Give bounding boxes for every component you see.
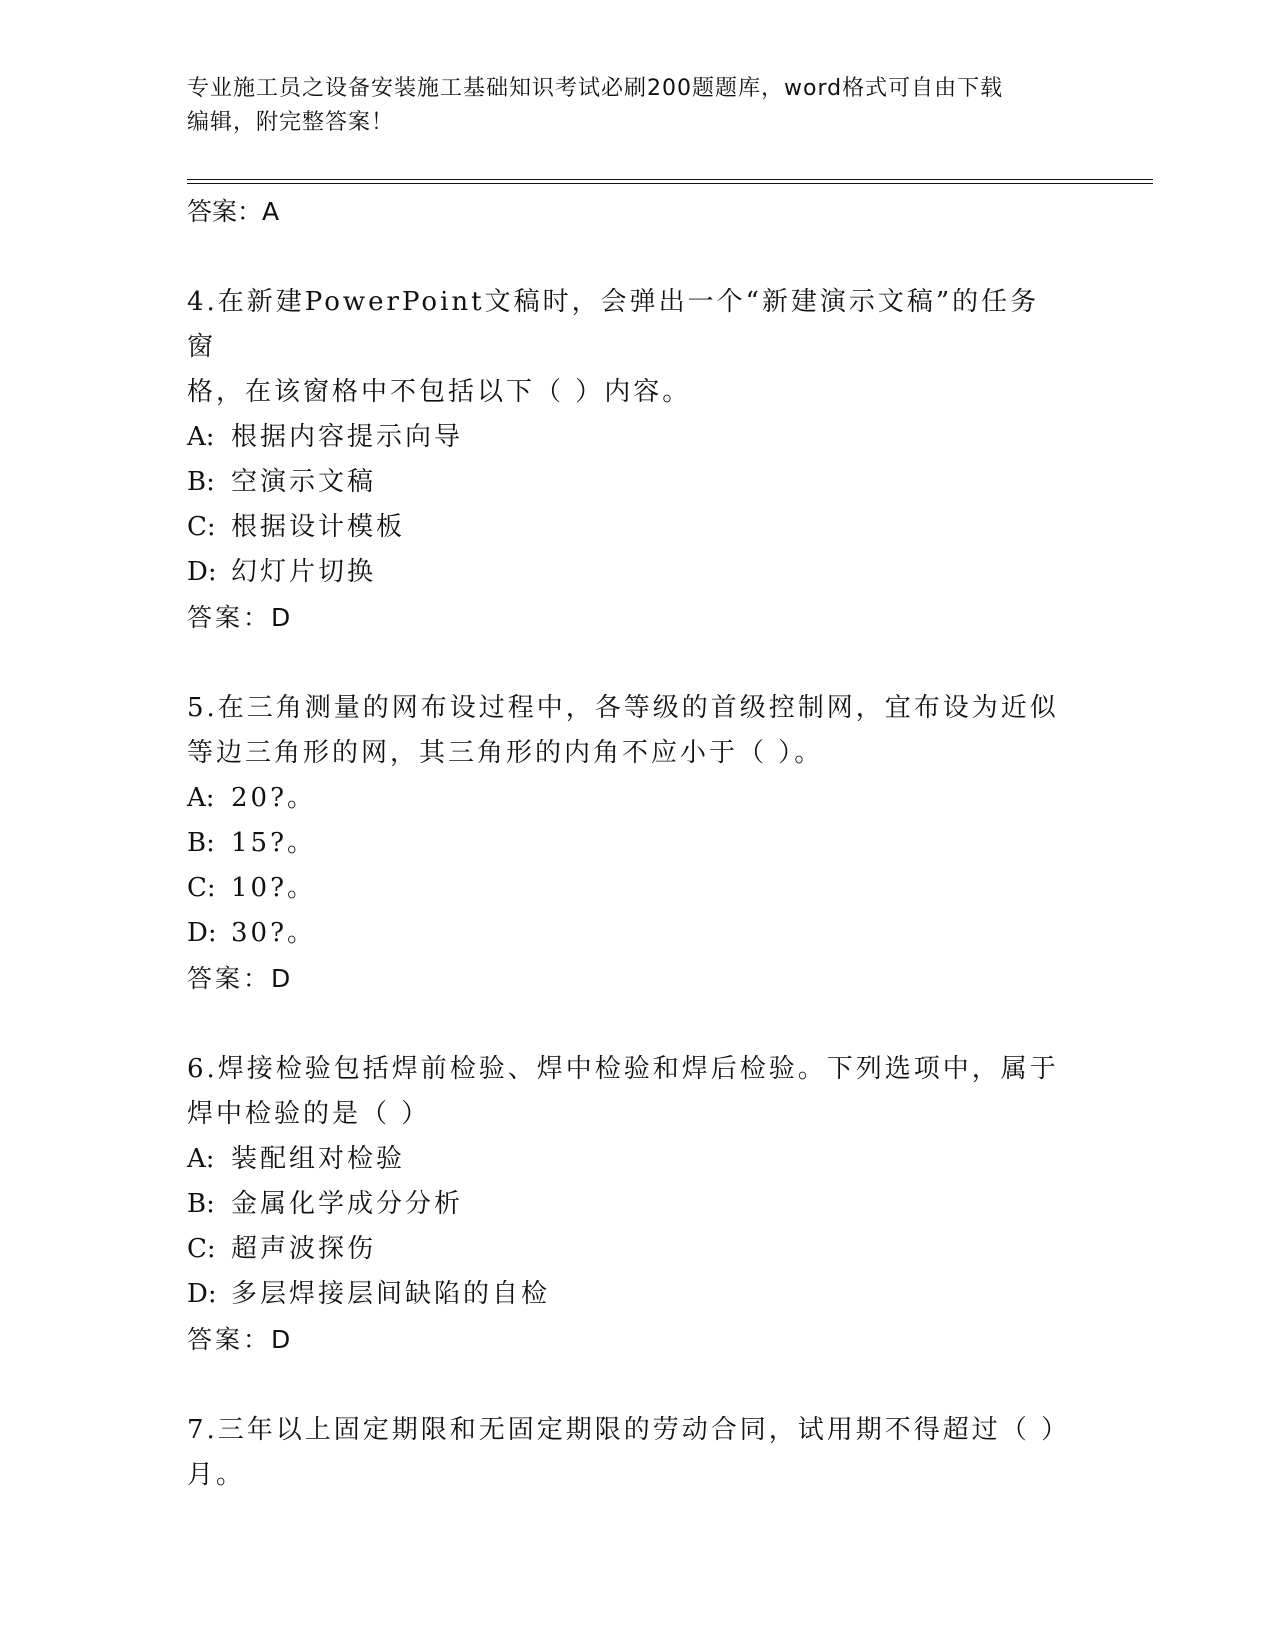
option-b: [187, 460, 1087, 505]
option-c: [187, 866, 1087, 911]
option-text: 20?。: [231, 783, 317, 813]
option-text: 10?。: [231, 873, 317, 903]
option-c: [187, 1227, 1087, 1272]
option-text: 空演示文稿: [231, 467, 377, 497]
option-letter: B:: [187, 1189, 215, 1219]
question-text-line: 7.三年以上固定期限和无固定期限的劳动合同，试用期不得超过（ ）: [187, 1415, 1071, 1445]
option-letter: A:: [187, 1144, 215, 1174]
option-letter: C:: [187, 873, 216, 903]
question-text: [187, 1047, 1067, 1137]
option-letter: B:: [187, 467, 215, 497]
question-text-line: 6.焊接检验包括焊前检验、焊中检验和焊后检验。下列选项中，属于: [187, 1054, 1059, 1084]
question-7: [187, 1408, 1087, 1498]
option-text: 多层焊接层间缺陷的自检: [231, 1279, 551, 1309]
option-d: [187, 911, 1087, 956]
option-letter: A:: [187, 422, 215, 452]
question-text-line: 4.在新建PowerPoint文稿时，会弹出一个“新建演示文稿”的任务窗: [187, 287, 1040, 362]
option-letter: D:: [187, 557, 217, 587]
question-text: [187, 1408, 1071, 1498]
question-text-line: 月。: [187, 1460, 246, 1490]
option-text: 30?。: [231, 918, 317, 948]
question-6: [187, 1047, 1087, 1362]
option-letter: B:: [187, 828, 215, 858]
option-text: 根据内容提示向导: [231, 422, 464, 452]
header-title-line-1: 专业施工员之设备安装施工基础知识考试必刷200题题库，word格式可自由下载: [187, 76, 1004, 101]
question-text-line: 5.在三角测量的网布设过程中，各等级的首级控制网，宜布设为近似: [187, 693, 1059, 723]
option-a: [187, 1137, 1087, 1182]
option-text: 根据设计模板: [231, 512, 406, 542]
answer-line: 答案：D: [187, 1325, 294, 1354]
header-divider-bottom: [187, 183, 1153, 184]
header-title-line-2: 编辑，附完整答案！: [187, 110, 395, 135]
question-5: [187, 686, 1087, 1001]
option-letter: C:: [187, 1234, 216, 1264]
option-a: [187, 415, 1087, 460]
option-letter: D:: [187, 918, 217, 948]
option-text: 超声波探伤: [231, 1234, 377, 1264]
option-letter: D:: [187, 1279, 217, 1309]
document-body: [187, 189, 1087, 1498]
option-text: 金属化学成分分析: [231, 1189, 464, 1219]
option-c: [187, 505, 1087, 550]
header-divider-top: [187, 179, 1153, 180]
question-text: [187, 280, 1067, 415]
question-4: [187, 280, 1087, 640]
option-d: [187, 550, 1087, 595]
question-text: [187, 686, 1067, 776]
question-text-line: 焊中检验的是（ ）: [187, 1099, 431, 1129]
document-header: [187, 72, 1087, 140]
option-letter: C:: [187, 512, 216, 542]
question-text-line: 等边三角形的网，其三角形的内角不应小于（ ）。: [187, 738, 824, 768]
answer-line: 答案：D: [187, 603, 294, 632]
option-b: [187, 1182, 1087, 1227]
option-a: [187, 776, 1087, 821]
option-d: [187, 1272, 1087, 1317]
option-b: [187, 821, 1087, 866]
option-letter: A:: [187, 783, 215, 813]
option-text: 装配组对检验: [231, 1144, 406, 1174]
option-text: 幻灯片切换: [231, 557, 377, 587]
answer-line: 答案：D: [187, 964, 294, 993]
option-text: 15?。: [231, 828, 317, 858]
question-text-line: 格，在该窗格中不包括以下（ ）内容。: [187, 377, 692, 407]
answer-line: 答案：A: [187, 197, 280, 226]
